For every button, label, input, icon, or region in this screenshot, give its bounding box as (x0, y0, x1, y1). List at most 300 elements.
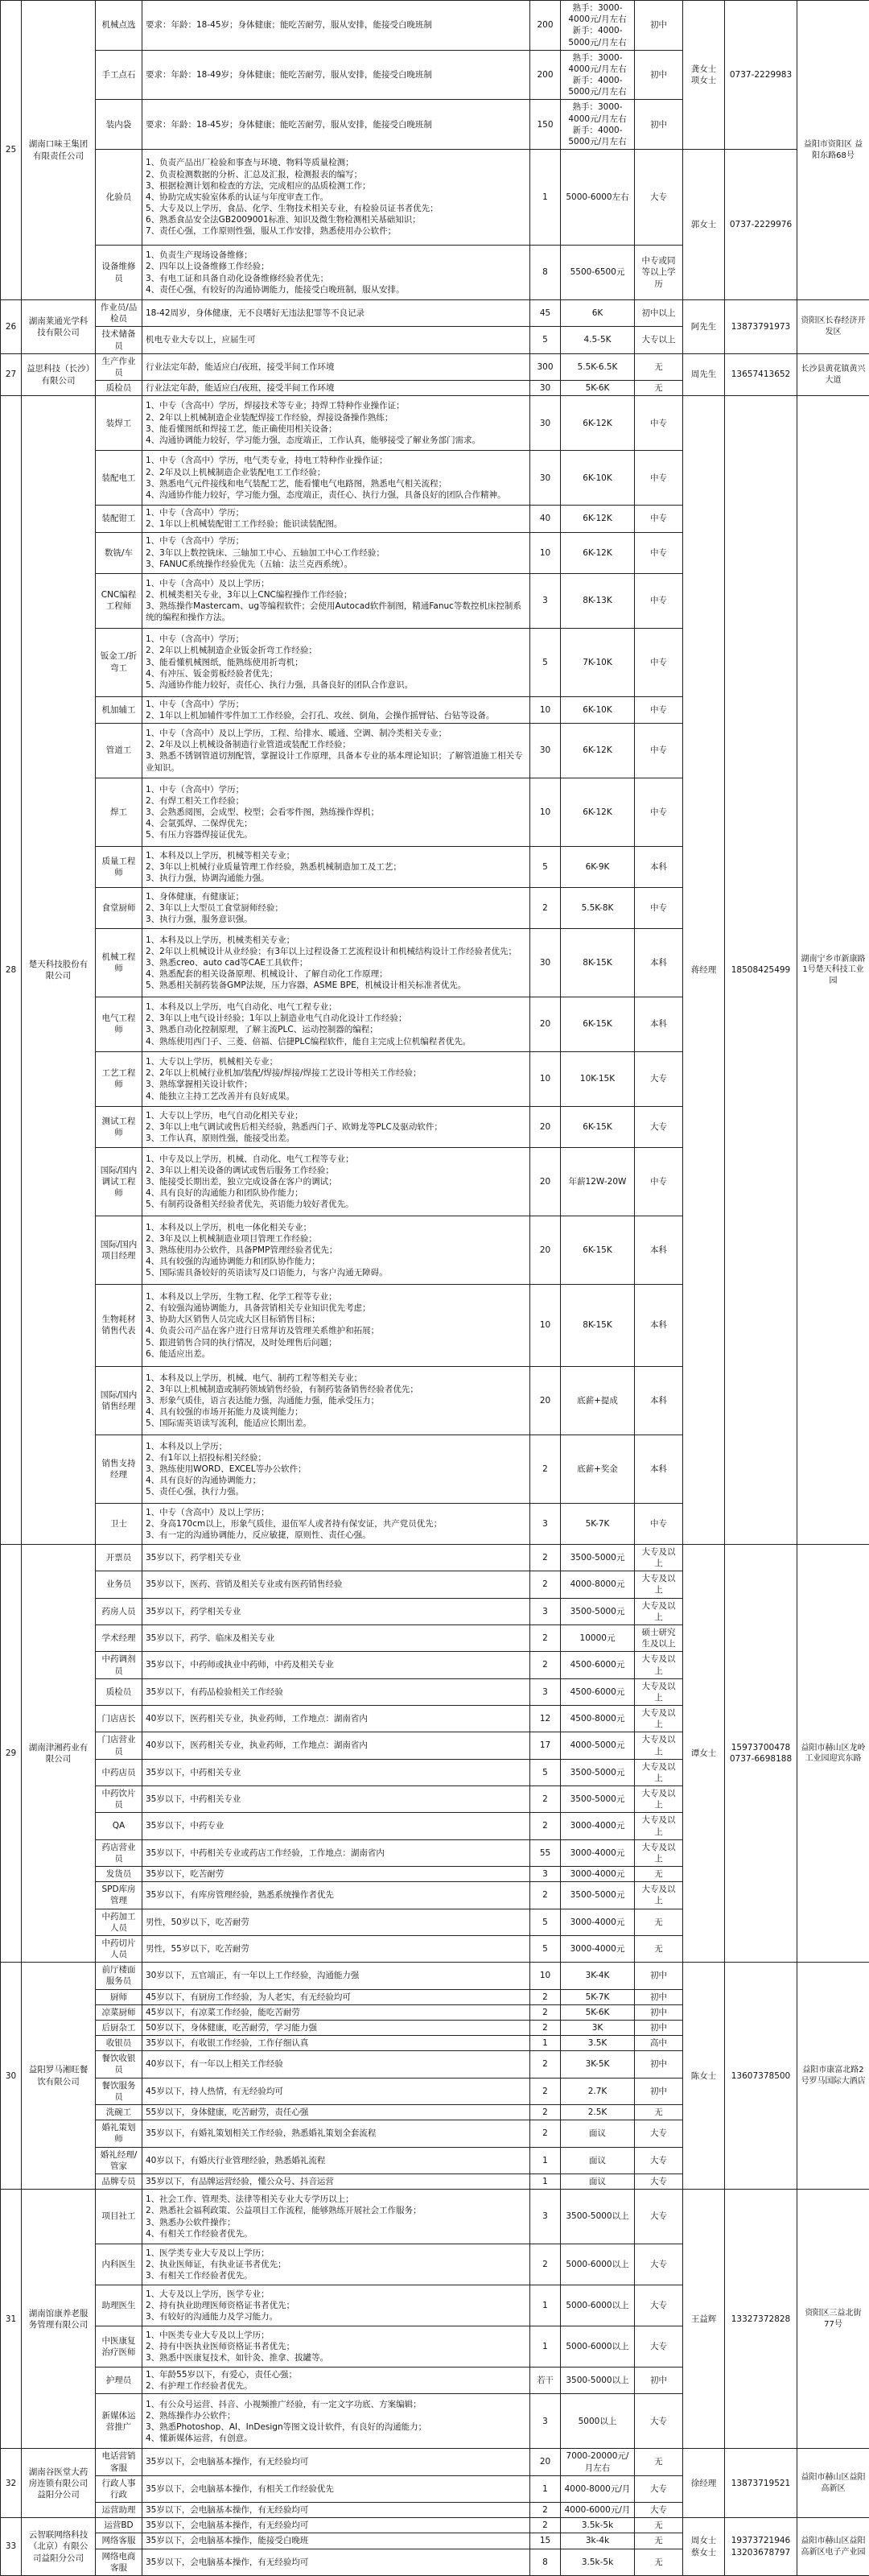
job-title: 焊工 (96, 778, 142, 846)
job-salary: 5000-6000左右 (561, 150, 635, 246)
job-title: 质量工程师 (96, 846, 142, 887)
job-requirements: 35岁以下，有收银工作经验，工作仔细认真 (142, 2036, 530, 2051)
contact-phone: 13327372828 (725, 2190, 797, 2449)
job-headcount: 30 (530, 928, 561, 997)
job-headcount: 5 (530, 1909, 561, 1935)
job-title: 中药切片人员 (96, 1935, 142, 1962)
job-headcount: 5 (530, 327, 561, 353)
job-education: 大专及以上 (635, 1652, 683, 1678)
job-education: 初中 (635, 1989, 683, 2004)
job-headcount: 1 (530, 2036, 561, 2051)
job-headcount: 3 (530, 2394, 561, 2449)
job-title: 装配钳工 (96, 506, 142, 532)
job-requirements: 35岁以下，会电脑基本操作，有相关工作经验优先 (142, 2475, 530, 2502)
table-row (1, 353, 869, 380)
job-title: 国际/国内调试工程师 (96, 1147, 142, 1216)
job-salary: 5.5K-6.5K (561, 353, 635, 380)
job-requirements: 35岁以下，会电脑基本操作，有无经验均可 (142, 2503, 530, 2518)
job-salary: 5K-7K (561, 1503, 635, 1544)
table-row (1, 1544, 869, 1571)
job-title: 化验员 (96, 150, 142, 246)
job-requirements: 1、大专及以上学历，医学专业； 2、持有执业助理医师资格证书者优先； 3、有较好的沟通能力及学习能力。 (142, 2285, 530, 2326)
job-requirements: 1、本科及以上学历，生物工程、化学工程等专业； 2、有较强沟通协调能力，具备营销相关专业知识优先考虑； 3、协助大区销售人员完成大区目标销售目标； 4、负责公司产品在客户进行日常拜访及管理关系维护和拓展； 5、跟进销售合同的执行情况，及时处理售后问题； 6、能适应出差。 (142, 1284, 530, 1366)
job-requirements: 1、负责产品出厂检验和事查与环境、物料等质量检测； 2、负责检测数据的分析、汇总及汇报，检测报表的编写； 3、根据检测计划和检查的方法，完成相应的品质检测工作； 4、协助完成实验室体系的认证与年度审查工作。 5、大专及以上学历，食品、化学、生物技术相关专业，有检验员证书者优先； 6、熟悉食品安全法GB2009001标准、知识及微生物检测相关基础知识； 7、责任心强，工作原则性强，服从工作安排，熟悉使用办公软件； (142, 150, 530, 246)
job-title: 中药店员 (96, 1759, 142, 1785)
job-title: 机械工程师 (96, 928, 142, 997)
job-education: 中专 (635, 778, 683, 846)
job-salary: 5K-6K (561, 381, 635, 396)
job-title: 装焊工 (96, 396, 142, 451)
job-salary: 面议 (561, 2120, 635, 2147)
job-salary: 3.5k-5k (561, 2549, 635, 2575)
job-education: 本科 (635, 997, 683, 1051)
contact-person: 郭女士 (683, 150, 725, 300)
job-title: 厨师 (96, 1989, 142, 2004)
job-title: 机加辅工 (96, 696, 142, 723)
company-name: 益阳罗马湘旺餐饮有限公司 (22, 1963, 96, 2190)
job-salary: 3.5K (561, 2036, 635, 2051)
table-row (1, 396, 869, 451)
job-education: 大专及以上 (635, 1759, 683, 1785)
job-headcount: 20 (530, 2449, 561, 2475)
job-requirements: 35岁以下，中药师或执业中药师，中药及相关专业 (142, 1652, 530, 1678)
job-salary: 6K-10K (561, 696, 635, 723)
job-education: 初中 (635, 2004, 683, 2020)
job-salary: 10000元 (561, 1624, 635, 1651)
job-education: 初中 (635, 2368, 683, 2394)
job-headcount: 17 (530, 1732, 561, 1759)
job-education: 大专 (635, 1051, 683, 1106)
contact-phone: 13873791973 (725, 300, 797, 354)
job-salary: 熟手：3000-4000元/月左右 新手：4000-5000元/月左右 (561, 100, 635, 150)
job-education: 大专 (635, 2326, 683, 2368)
job-education: 无 (635, 1909, 683, 1935)
job-title: 中药加工人员 (96, 1909, 142, 1935)
job-requirements: 1、身体健康，有健康证； 2、3年以上大型员工食堂厨师经验； 3、执行力强，服务意识强。 (142, 887, 530, 928)
job-title: 运营BD (96, 2518, 142, 2533)
job-education: 本科 (635, 928, 683, 997)
job-title: 开票员 (96, 1544, 142, 1571)
job-requirements: 45岁以下，有凉菜工作经验，能吃苦耐劳 (142, 2004, 530, 2020)
job-education: 本科 (635, 1435, 683, 1503)
job-salary: 6K-12K (561, 532, 635, 573)
job-salary: 3500-5000元 (561, 1882, 635, 1909)
company-address: 益阳市赫山区龙岭工业园迎宾东路 (797, 1544, 869, 1962)
contact-person: 谭女士 (683, 1544, 725, 1962)
company-address: 益阳市赫山区益阳高新区电子产业园 (797, 2518, 869, 2576)
job-salary: 6K-15K (561, 1216, 635, 1284)
job-title: 质检员 (96, 1678, 142, 1705)
job-requirements: 1、中专（含高中）学历，电气类专业，持电工特种作业操作证； 2、2年及以上机械制造企业装配电工工作经验； 3、熟悉电气元件接线和电气装配工艺，能看懂电气电路图，熟悉电气相关流程； 4、沟通协作能力较好，学习能力强，态度端正，责任心、执行力强，具备良好的团队合作精神。 (142, 451, 530, 506)
job-title: 国际/国内销售经理 (96, 1366, 142, 1435)
job-requirements: 30岁以下，五官端正，有一年以上工作经验，沟通能力强 (142, 1963, 530, 1989)
job-education: 本科 (635, 1284, 683, 1366)
job-headcount: 30 (530, 451, 561, 506)
company-number: 28 (1, 396, 22, 1545)
job-salary: 3000-4000元 (561, 1813, 635, 1839)
job-education: 大专以上 (635, 327, 683, 353)
job-education: 中专 (635, 532, 683, 573)
table-row (1, 2190, 869, 2244)
contact-phone: 19373721946 13203678797 (725, 2518, 797, 2576)
job-salary: 6K-12K (561, 396, 635, 451)
job-education: 本科 (635, 1216, 683, 1284)
job-headcount: 1 (530, 2147, 561, 2174)
job-education: 大专 (635, 2285, 683, 2326)
job-requirements: 1、大专以上学历，机械相关专业； 2、2年以上机械行业机加/装配/焊接/焊接/焊接工艺设计等相关工作经验； 3、熟练掌握相关设计软件； 4、能独立主持工艺改善并有良好成果。 (142, 1051, 530, 1106)
job-education: 大专及以上 (635, 1571, 683, 1598)
job-education: 大专 (635, 2475, 683, 2502)
job-headcount: 2 (530, 1544, 561, 1571)
job-salary: 6K-9K (561, 846, 635, 887)
job-salary: 4000-8000元/月 (561, 2475, 635, 2502)
job-salary: 3500-5000元 (561, 1786, 635, 1813)
company-number: 30 (1, 1963, 22, 2190)
company-address: 益阳市资阳区 益阳东路68号 (797, 1, 869, 300)
job-requirements: 1、本科及以上学历，机械等相关专业； 2、3年以上机械行业质量管理工作经验，熟悉机械制造加工及工艺； 3、执行力强，协调沟通能力强。 (142, 846, 530, 887)
job-headcount: 20 (530, 1106, 561, 1147)
job-requirements: 1、本科及以上学历，机械类相关专业； 2、2年以上机械设计从业经验；有3年以上过程设备工艺流程设计和机械结构设计工作经验者优先； 3、熟悉creo、auto cad等CAE工具软件； 4、熟悉配套的相关设备原理、机械设计、了解自动化工作原理； 5、熟悉相关制药装备GMP法规，压力容器，ASME BPE，机械设计相关标准者优先。 (142, 928, 530, 997)
job-education: 无 (635, 2105, 683, 2120)
job-education: 大专 (635, 2120, 683, 2147)
job-title: 洗碗工 (96, 2105, 142, 2120)
job-education: 大专 (635, 2190, 683, 2244)
job-title: 手工点石 (96, 50, 142, 100)
job-education: 无 (635, 1935, 683, 1962)
job-headcount: 8 (530, 246, 561, 300)
job-headcount: 8 (530, 2549, 561, 2575)
job-salary: 8K-15K (561, 928, 635, 997)
job-salary: 3500-5000元 (561, 1759, 635, 1785)
job-title: 婚礼策划师 (96, 2120, 142, 2147)
job-requirements: 要求：年龄：18-45岁；身体健康；能吃苦耐劳，服从安排，能接受白晚班制 (142, 100, 530, 150)
company-number: 31 (1, 2190, 22, 2449)
job-education: 无 (635, 2549, 683, 2575)
job-requirements: 1、大专以上学历，电气自动化相关专业； 2、3年以上电气调试或售后相关经验，熟悉西门子、欧姆龙等PLC及驱动软件； 3、工作认真，原则性强，能接受出差。 (142, 1106, 530, 1147)
job-title: QA (96, 1813, 142, 1839)
job-salary: 4000-6000元/月 (561, 2503, 635, 2518)
job-salary: 3K-5K (561, 2051, 635, 2078)
job-title: 电气工程师 (96, 997, 142, 1051)
job-title: 学术经理 (96, 1624, 142, 1651)
job-education: 中专 (635, 723, 683, 778)
job-salary: 6K-10K (561, 451, 635, 506)
job-headcount: 40 (530, 506, 561, 532)
job-education: 无 (635, 353, 683, 380)
job-headcount: 2 (530, 887, 561, 928)
job-headcount: 2 (530, 1786, 561, 1813)
contact-person: 周女士 蔡女士 (683, 2518, 725, 2576)
job-education: 中专 (635, 451, 683, 506)
job-education: 大专及以上 (635, 1786, 683, 1813)
job-requirements: 1、中专（含高中）学历； 2、有焊工相关工作经验； 3、会熟悉阅图，会成型、校型；会看零件图，熟练操作焊机； 4、会氩弧焊、二保焊优先； 5、有压力容器焊接证优先。 (142, 778, 530, 846)
job-headcount: 10 (530, 1051, 561, 1106)
contact-person: 蒋经理 (683, 396, 725, 1545)
company-name: 益思科技（长沙）有限公司 (22, 353, 96, 396)
job-requirements: 1、中专（含高中）及以上学历； 2、机械类相关专业，3年以上CNC编程操作工作经验； 3、熟练操作Mastercam、ug等编程软件；会使用Autocad软件制图，精通Fanuc等数控机床控制系统的编程和操作方法。 (142, 573, 530, 628)
job-headcount: 10 (530, 778, 561, 846)
job-salary: 3K (561, 2020, 635, 2035)
job-salary: 5K-6K (561, 2004, 635, 2020)
job-headcount: 45 (530, 300, 561, 327)
job-education: 初中 (635, 2020, 683, 2035)
job-requirements: 45岁以下，有厨房工作经验，为人老实，有无经验均可 (142, 1989, 530, 2004)
job-salary: 3k-4k (561, 2533, 635, 2549)
job-headcount: 5 (530, 1935, 561, 1962)
job-title: 数铣/车 (96, 532, 142, 573)
company-number: 29 (1, 1544, 22, 1962)
job-education: 大专及以上 (635, 1598, 683, 1624)
job-title: 门店店长 (96, 1706, 142, 1732)
table-row (1, 1963, 869, 1989)
contact-person: 周先生 (683, 353, 725, 396)
job-title: 中医康复治疗医师 (96, 2326, 142, 2368)
job-salary: 5.5K-8K (561, 887, 635, 928)
job-headcount: 3 (530, 1503, 561, 1544)
job-title: 质检员 (96, 381, 142, 396)
job-headcount: 3 (530, 2190, 561, 2244)
job-headcount: 2 (530, 2120, 561, 2147)
job-education: 无 (635, 1867, 683, 1882)
job-title: 食堂厨师 (96, 887, 142, 928)
job-requirements: 35岁以下，中药相关专业或药店工作经验，工作地点：湖南省内 (142, 1839, 530, 1866)
company-number: 33 (1, 2518, 22, 2576)
job-requirements: 1、社会工作、管理类、法律等相关专业大专学历以上； 2、熟悉社会福利政策、公益项目工作流程，能够熟练开展社会工作服务； 3、熟悉办公软件操作； 4、有相关工作经验者优先。 (142, 2190, 530, 2244)
job-requirements: 35岁以下，会电脑基本操作，有无经验均可 (142, 2449, 530, 2475)
job-salary: 4000-5000元 (561, 1732, 635, 1759)
job-headcount: 1 (530, 2174, 561, 2189)
job-requirements: 1、中专（含高中）学历； 2、1年以上机加辅件零件加工工作经验，会打孔、攻丝、倒角，会操作摇臂钻、台钻等设备。 (142, 696, 530, 723)
job-requirements: 1、有公众号运营、抖音、小视频推广经验，有一定文字功底、方案编辑； 2、熟练操作办公软件； 3、熟悉Photoshop、AI、InDesign等图文设计软件，有良好的沟通能力； 4、懂新媒体运营，有创意。 (142, 2394, 530, 2449)
company-name: 楚天科技股份有限公司 (22, 396, 96, 1545)
job-title: 卫士 (96, 1503, 142, 1544)
job-salary: 7000-20000元/月左右 (561, 2449, 635, 2475)
job-requirements: 1、负责生产现场设备维修； 2、四年以上设备维修工作经验； 3、有电工证和具备自动化设备维修经验者优先； 4、责任心强，有较好的沟通协调能力，能接受白晚班制，服从安排。 (142, 246, 530, 300)
contact-person: 龚女士 项女士 (683, 1, 725, 150)
job-requirements: 1、中专（含高中）及以上学历； 2、身高170cm以上，形象气质佳，退伍军人或者持有保安证，共产党员优先； 3、有一定的沟通协调能力，反应敏捷，原则性、责任心强。 (142, 1503, 530, 1544)
job-salary: 5500-6500元 (561, 246, 635, 300)
job-headcount: 3 (530, 573, 561, 628)
job-requirements: 1、中专（含高中）学历，焊接技术等专业；持焊工特种作业操作证； 2、2年以上机械制造企业装配焊接工作经验，焊接设备操作熟练； 3、能看懂图纸和焊接工艺，能正确使用相关设备； 4、沟通协调能力较好，学习能力强，态度端正，工作认真，能够接受了解业务部门需求。 (142, 396, 530, 451)
job-title: 发货员 (96, 1867, 142, 1882)
job-education: 大专 (635, 2147, 683, 2174)
job-title: 内科医生 (96, 2244, 142, 2285)
job-education: 大专 (635, 2394, 683, 2449)
job-headcount: 5 (530, 1759, 561, 1785)
job-headcount: 若干 (530, 2368, 561, 2394)
job-requirements: 35岁以下，吃苦耐劳 (142, 1867, 530, 1882)
job-education: 大专及以上 (635, 1544, 683, 1571)
job-headcount: 30 (530, 723, 561, 778)
job-headcount: 2 (530, 1435, 561, 1503)
contact-phone: 13873719521 (725, 2449, 797, 2518)
job-requirements: 1、本科及以上学历，机电一体化相关专业； 2、3年及以上机械制造业项目管理工作经验； 3、熟练使用办公软件，具备PMP管理经验者优先； 4、具有较强的沟通协调能力和团队协作能力； 5、国际需具备较好的英语读写及口语能力，与客户沟通无障碍。 (142, 1216, 530, 1284)
job-education: 中专 (635, 696, 683, 723)
job-salary: 6K-15K (561, 997, 635, 1051)
job-requirements: 1、本科及以上学历； 2、有1年以上招投标相关经验； 3、熟练使用WORD、EXCEL等办公软件； 4、具有良好的沟通协调能力； 5、责任心强，执行力强。 (142, 1435, 530, 1503)
job-requirements: 35岁以下，中药相关专业 (142, 1786, 530, 1813)
job-requirements: 35岁以下，中药相关专业 (142, 1759, 530, 1785)
job-title: 钣金工/折弯工 (96, 628, 142, 696)
job-headcount: 15 (530, 2533, 561, 2549)
job-headcount: 20 (530, 1216, 561, 1284)
job-requirements: 1、医学类专业大专及以上学历； 2、执业医师证，有执业证书者优先； 3、有相关工作经验者优先。 (142, 2244, 530, 2285)
job-salary: 4500-6000元 (561, 1652, 635, 1678)
company-address: 湖南宁乡市新康路1号楚天科技工业园 (797, 396, 869, 1545)
job-salary: 底薪+提成 (561, 1366, 635, 1435)
job-salary: 6K-15K (561, 1106, 635, 1147)
job-headcount: 3 (530, 1867, 561, 1882)
job-requirements: 55岁以下，身体健康，吃苦耐劳，责任心强 (142, 2105, 530, 2120)
job-education: 中专 (635, 1147, 683, 1216)
job-headcount: 3 (530, 1598, 561, 1624)
job-education: 大专 (635, 1106, 683, 1147)
job-requirements: 行业法定年龄，能适应白/夜班，接受半间工作环境 (142, 381, 530, 396)
job-salary: 3000-4000元 (561, 1839, 635, 1866)
job-title: 运营助理 (96, 2503, 142, 2518)
company-name: 湖南馆康养老服务管理有限公司 (22, 2190, 96, 2449)
job-title: 测试工程师 (96, 1106, 142, 1147)
job-salary: 3500-5000以上 (561, 2190, 635, 2244)
job-title: 行政人事行政 (96, 2475, 142, 2502)
job-title: 作业员/品检员 (96, 300, 142, 327)
job-headcount: 300 (530, 353, 561, 380)
job-title: 门店营业员 (96, 1732, 142, 1759)
job-education: 大专 (635, 150, 683, 246)
job-headcount: 2 (530, 2244, 561, 2285)
job-requirements: 40岁以下，有婚庆行业管理经验，熟悉婚礼流程 (142, 2147, 530, 2174)
job-salary: 面议 (561, 2147, 635, 2174)
company-name: 湖南口味王集团有限责任公司 (22, 1, 96, 300)
job-requirements: 35岁以下，会电脑基本操作，有无经验均可 (142, 2518, 530, 2533)
job-education: 中专或同等以上学历 (635, 246, 683, 300)
job-requirements: 35岁以下，药学相关专业 (142, 1598, 530, 1624)
job-education: 中专 (635, 887, 683, 928)
job-title: 前厅楼面服务员 (96, 1963, 142, 1989)
job-title: CNC编程工程师 (96, 573, 142, 628)
job-education: 无 (635, 381, 683, 396)
job-headcount: 2 (530, 1571, 561, 1598)
job-headcount: 2 (530, 2518, 561, 2533)
job-education: 无 (635, 2449, 683, 2475)
job-requirements: 35岁以下，有库房管理经验，熟悉系统操作者优先 (142, 1882, 530, 1909)
job-headcount: 150 (530, 100, 561, 150)
company-number: 26 (1, 300, 22, 354)
job-requirements: 40岁以下，医药相关专业，执业药师，工作地点：湖南省内 (142, 1706, 530, 1732)
job-requirements: 40岁以下，医药相关专业，执业药师，工作地点：湖南省内 (142, 1732, 530, 1759)
job-salary: 4000-8000元 (561, 1571, 635, 1598)
job-title: 机械点选 (96, 1, 142, 51)
job-salary: 3500-5000以上 (561, 2368, 635, 2394)
job-salary: 底薪+奖金 (561, 1435, 635, 1503)
job-headcount: 200 (530, 50, 561, 100)
job-education: 大专及以上 (635, 1678, 683, 1705)
job-requirements: 35岁以下，药学相关专业 (142, 1544, 530, 1571)
job-headcount: 3 (530, 1678, 561, 1705)
job-requirements: 1、本科及以上学历，电气自动化、电气工程专业； 2、3年以上电气设计经验；1年以上制造业电气自动化设计工作经验； 3、熟悉自动化控制原理，了解主流PLC、运动控制器的编程； 4、熟练使用西门子、三菱、倍福、信捷PLC编程软件，能自主完成上位机编程者优先。 (142, 997, 530, 1051)
job-education: 硕士研究生及以上 (635, 1624, 683, 1651)
job-headcount: 12 (530, 1706, 561, 1732)
job-salary: 4500-6000元 (561, 1678, 635, 1705)
job-headcount: 30 (530, 396, 561, 451)
job-requirements: 1、中专（含高中）及以上学历，工程、给排水、暖通、空调、制冷类相关专业； 2、2年及以上机械设备制造行业管道或装配工作经验； 3、熟悉不锈钢管道切割配管，掌握设计工作原理，具备本专业的基本理论知识；了解管道施工相关专业知识。 (142, 723, 530, 778)
job-salary: 熟手：3000-4000元/月左右 新手：4000-5000元/月左右 (561, 1, 635, 51)
job-headcount: 10 (530, 696, 561, 723)
job-requirements: 35岁以下，有药品检验相关工作经验 (142, 1678, 530, 1705)
job-requirements: 1、中专及以上学历，机械、自动化、电气工程等专业； 2、3年以上相关设备的调试或售后服务工作经验； 3、能接受长期出差，独立完成设备在客户的调试； 4、具有良好的沟通能力和团队协作能力； 5、有制药设备相关经验者优先，英语能力较好者优先。 (142, 1147, 530, 1216)
job-headcount: 2 (530, 2078, 561, 2104)
table-row (1, 1, 869, 51)
job-requirements: 35岁以下，中药专业 (142, 1813, 530, 1839)
job-headcount: 20 (530, 1147, 561, 1216)
job-title: 助理医生 (96, 2285, 142, 2326)
job-salary: 年薪12W-20W (561, 1147, 635, 1216)
company-name: 湖南津湘药业有限公司 (22, 1544, 96, 1962)
job-title: 中药饮片员 (96, 1786, 142, 1813)
job-requirements: 男性，55岁以下，吃苦耐劳 (142, 1935, 530, 1962)
company-number: 27 (1, 353, 22, 396)
job-headcount: 30 (530, 381, 561, 396)
job-requirements: 1、本科及以上学历，机械、电气、制药工程等相关专业； 2、3年以上机械制造或制药领域销售经验，有制药装备销售经验者优先； 3、形象气质佳，语言表达能力强，沟通能力强，能承受压力； 4、具有较强的市场开拓能力及谈判能力； 5、国际需英语读写流利，能适应长期出差。 (142, 1366, 530, 1435)
job-title: 工艺工程师 (96, 1051, 142, 1106)
job-requirements: 1、年龄55岁以下，有爱心，责任心强； 2、有护理工作经验者优先。 (142, 2368, 530, 2394)
contact-person: 王益辉 (683, 2190, 725, 2449)
job-title: SPD库房管理 (96, 1882, 142, 1909)
job-title: 生产作业员 (96, 353, 142, 380)
job-education: 中专 (635, 506, 683, 532)
job-headcount: 10 (530, 1284, 561, 1366)
contact-person: 徐经理 (683, 2449, 725, 2518)
company-address: 益阳市康富北路2号罗马国际大酒店 (797, 1963, 869, 2190)
job-title: 生物耗材销售代表 (96, 1284, 142, 1366)
job-salary: 2.5K (561, 2105, 635, 2120)
company-address: 资阳区三益北街77号 (797, 2190, 869, 2449)
job-title: 凉菜厨师 (96, 2004, 142, 2020)
job-salary: 3000-4000元 (561, 1867, 635, 1882)
job-education: 中专 (635, 628, 683, 696)
job-title: 管道工 (96, 723, 142, 778)
job-title: 中药调剂员 (96, 1652, 142, 1678)
job-salary: 2.7K (561, 2078, 635, 2104)
table-row (1, 150, 869, 246)
job-requirements: 35岁以下，有品牌运营经验，懂公众号、抖音运营 (142, 2174, 530, 2189)
job-title: 设备维修员 (96, 246, 142, 300)
job-education: 大专及以上 (635, 1839, 683, 1866)
job-headcount: 2 (530, 2020, 561, 2035)
job-salary: 3.5k-5k (561, 2518, 635, 2533)
job-education: 大专 (635, 2244, 683, 2285)
job-requirements: 1、中专（含高中）学历； 2、2年以上机械制造企业钣金折弯工作经验； 3、能看懂机械图纸，能熟练使用折弯机； 4、有冲压、钣金剪板经验者优先； 5、沟通协作能力较好，责任心、执行力强，具备良好的团队合作意识。 (142, 628, 530, 696)
job-education: 无 (635, 2533, 683, 2549)
job-title: 护理员 (96, 2368, 142, 2394)
job-headcount: 5 (530, 846, 561, 887)
job-education: 无 (635, 2518, 683, 2533)
job-title: 业务员 (96, 1571, 142, 1598)
job-salary: 6K (561, 300, 635, 327)
job-title: 装内袋 (96, 100, 142, 150)
job-title: 药店营业员 (96, 1839, 142, 1866)
job-title: 销售支持经理 (96, 1435, 142, 1503)
contact-phone: 18508425499 (725, 396, 797, 1545)
contact-phone: 0737-2229983 (725, 1, 797, 150)
job-requirements: 机电专业大专以上，应届生可 (142, 327, 530, 353)
job-salary: 3000-4000元 (561, 1935, 635, 1962)
table-row (1, 300, 869, 327)
company-number: 32 (1, 2449, 22, 2518)
job-salary: 5000以上 (561, 2394, 635, 2449)
job-title: 药房人员 (96, 1598, 142, 1624)
job-requirements: 1、中专（含高中）学历； 2、3年以上数控铣床、三轴加工中心、五轴加工中心工作经验； 3、FANUC系统操作经验优先（五轴：法兰克西系统）。 (142, 532, 530, 573)
